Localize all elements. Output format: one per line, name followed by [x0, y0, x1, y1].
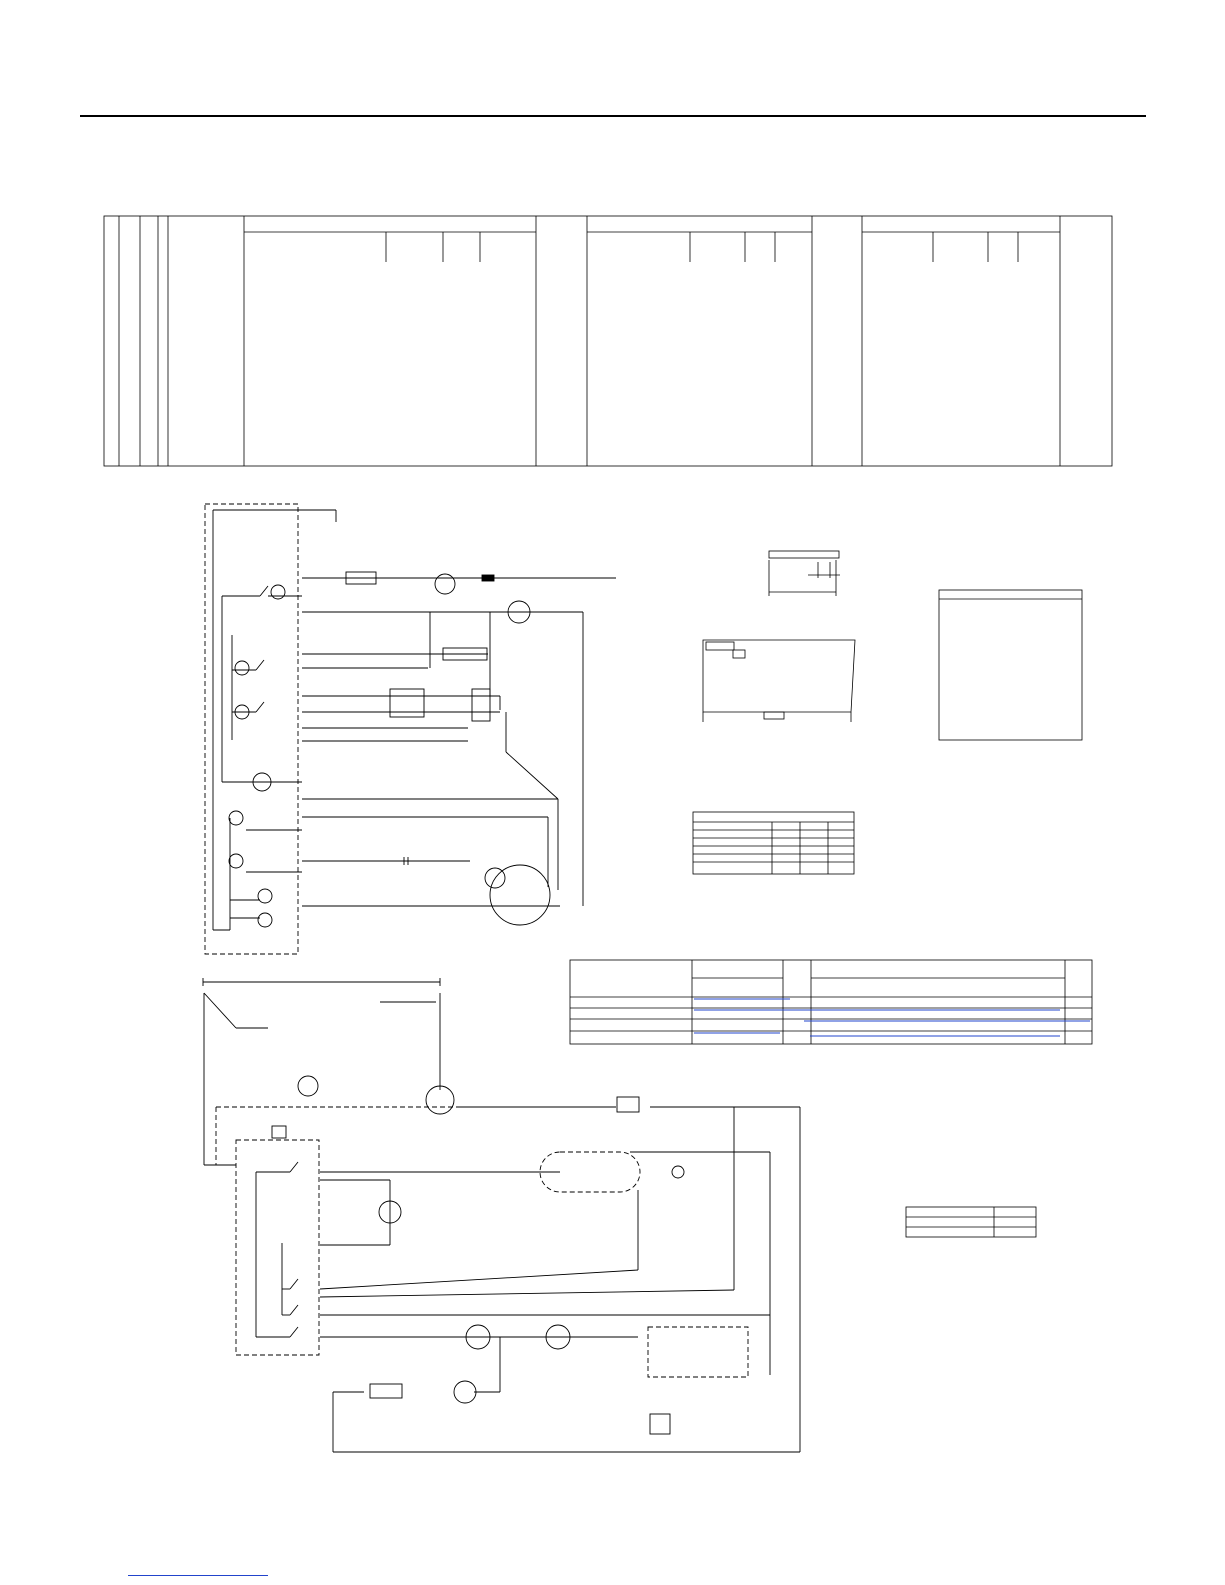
dimension-sketch: [769, 551, 840, 596]
control-board-outline: [205, 504, 298, 954]
upper-schematic: [205, 504, 616, 954]
footer-link[interactable]: [128, 1575, 268, 1576]
timing-chart: [104, 216, 1112, 466]
board-drawing: [703, 640, 855, 722]
lower-schematic: [203, 978, 800, 1452]
small-table-3: [906, 1207, 1036, 1237]
small-table-2: [570, 960, 1092, 1044]
small-table-2-traces: [694, 999, 1090, 1036]
legend-box: [939, 590, 1082, 740]
small-table-1: [693, 812, 854, 874]
